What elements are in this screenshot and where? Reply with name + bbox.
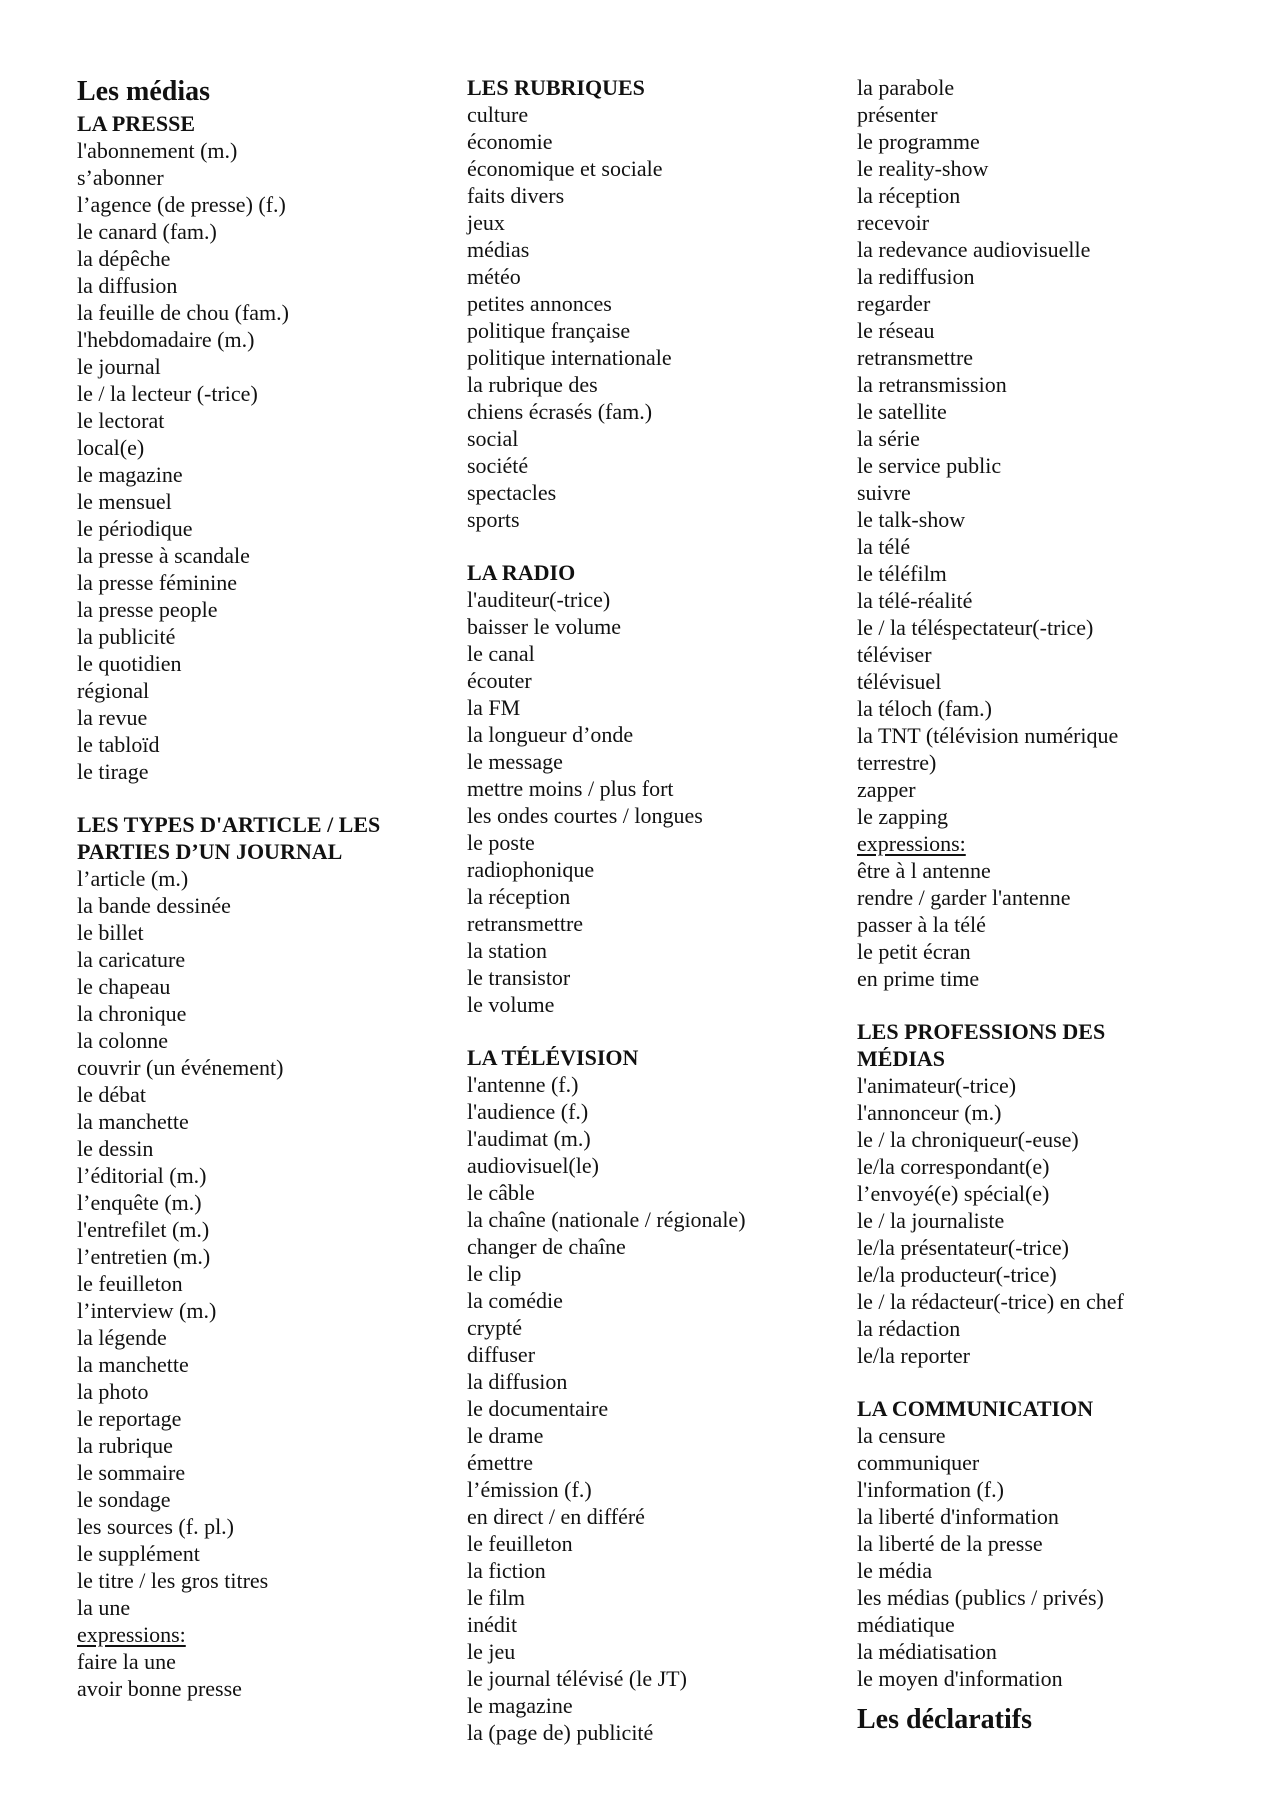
vocab-item: la bande dessinée: [77, 893, 231, 918]
vocab-item: la série: [857, 426, 920, 451]
vocab-item: le câble: [467, 1180, 535, 1205]
vocab-item: jeux: [467, 210, 505, 235]
vocab-item: le / la rédacteur(-trice) en chef: [857, 1289, 1124, 1314]
vocab-item: le moyen d'information: [857, 1666, 1063, 1691]
vocab-item: le clip: [467, 1261, 522, 1286]
vocab-item: le magazine: [77, 462, 183, 487]
section-heading: LES RUBRIQUES: [467, 75, 645, 100]
vocab-item: le magazine: [467, 1693, 573, 1718]
vocab-item: le tabloïd: [77, 732, 160, 757]
vocab-item: l'audience (f.): [467, 1099, 589, 1124]
vocab-item: la réception: [467, 884, 571, 909]
vocab-item: en prime time: [857, 966, 980, 991]
vocab-item: audiovisuel(le): [467, 1153, 599, 1178]
vocab-item: le journal télévisé (le JT): [467, 1666, 687, 1691]
vocab-item: le tirage: [77, 759, 149, 784]
vocab-item: la manchette: [77, 1109, 189, 1134]
vocab-item: le sommaire: [77, 1460, 186, 1485]
vocab-item: le film: [467, 1585, 526, 1610]
vocab-item: l'hebdomadaire (m.): [77, 327, 255, 352]
vocab-item: télévisuel: [857, 669, 942, 694]
vocab-item: la retransmission: [857, 372, 1007, 397]
vocab-item: être à l antenne: [857, 858, 991, 883]
vocab-item: regarder: [857, 291, 931, 316]
vocab-item: passer à la télé: [857, 912, 986, 937]
word-list: [857, 1072, 1237, 1369]
vocab-item: l’émission (f.): [467, 1477, 592, 1502]
vocab-item: rendre / garder l'antenne: [857, 885, 1071, 910]
vocab-item: le / la téléspectateur(-trice): [857, 615, 1094, 640]
vocab-item: l’entretien (m.): [77, 1244, 211, 1269]
column-3: [857, 74, 1237, 1738]
vocab-item: la fiction: [467, 1558, 546, 1583]
expressions-label: expressions:: [857, 831, 966, 856]
vocab-item: avoir bonne presse: [77, 1676, 242, 1701]
vocab-item: en direct / en différé: [467, 1504, 645, 1529]
vocab-item: le dessin: [77, 1136, 154, 1161]
vocab-item: s’abonner: [77, 165, 164, 190]
vocab-item: faire la une: [77, 1649, 176, 1674]
vocab-item: la rubrique: [77, 1433, 173, 1458]
vocab-item: écouter: [467, 668, 532, 693]
vocab-item: la redevance audiovisuelle: [857, 237, 1091, 262]
vocab-item: la rediffusion: [857, 264, 975, 289]
vocab-item: le lectorat: [77, 408, 165, 433]
section-heading: LA COMMUNICATION: [857, 1396, 1094, 1421]
column-2: [467, 74, 837, 1772]
word-list: [857, 1422, 1237, 1692]
section-types-article: [77, 811, 447, 1702]
vocab-item: médiatique: [857, 1612, 955, 1637]
vocab-item: l'information (f.): [857, 1477, 1004, 1502]
vocab-item: la liberté d'information: [857, 1504, 1059, 1529]
vocab-item: la feuille de chou (fam.): [77, 300, 289, 325]
vocab-item: le supplément: [77, 1541, 200, 1566]
vocab-item: le feuilleton: [467, 1531, 573, 1556]
vocab-item: terrestre): [857, 750, 937, 775]
vocab-item: le/la correspondant(e): [857, 1154, 1050, 1179]
vocab-item: l'animateur(-trice): [857, 1073, 1017, 1098]
vocab-item: la liberté de la presse: [857, 1531, 1043, 1556]
vocab-item: météo: [467, 264, 521, 289]
vocab-item: mettre moins / plus fort: [467, 776, 674, 801]
vocab-item: communiquer: [857, 1450, 980, 1475]
vocab-item: le drame: [467, 1423, 544, 1448]
section-heading: LES TYPES D'ARTICLE / LES: [77, 812, 381, 837]
vocab-item: le petit écran: [857, 939, 971, 964]
vocab-item: la une: [77, 1595, 131, 1620]
vocab-item: le feuilleton: [77, 1271, 183, 1296]
section-professions: [857, 1018, 1237, 1369]
vocab-item: la longueur d’onde: [467, 722, 634, 747]
page-title: Les médias: [77, 76, 210, 107]
vocab-item: le titre / les gros titres: [77, 1568, 269, 1593]
vocab-item: le réseau: [857, 318, 935, 343]
vocab-item: diffuser: [467, 1342, 536, 1367]
vocab-item: la caricature: [77, 947, 186, 972]
vocab-item: le talk-show: [857, 507, 966, 532]
vocab-item: le documentaire: [467, 1396, 609, 1421]
vocab-item: l’article (m.): [77, 866, 189, 891]
section-communication: [857, 1395, 1237, 1692]
vocab-item: l’envoyé(e) spécial(e): [857, 1181, 1050, 1206]
vocab-item: la presse à scandale: [77, 543, 250, 568]
section-television-continued: [857, 74, 1237, 992]
vocab-item: le média: [857, 1558, 933, 1583]
vocab-item: la diffusion: [77, 273, 178, 298]
vocab-item: le/la reporter: [857, 1343, 970, 1368]
vocab-item: la (page de) publicité: [467, 1720, 654, 1745]
expressions-list: [77, 1648, 447, 1702]
vocab-item: retransmettre: [857, 345, 974, 370]
vocab-item: présenter: [857, 102, 938, 127]
vocab-item: économique et sociale: [467, 156, 663, 181]
vocab-item: sports: [467, 507, 520, 532]
vocab-item: la médiatisation: [857, 1639, 997, 1664]
vocab-item: petites annonces: [467, 291, 612, 316]
vocab-item: l'antenne (f.): [467, 1072, 579, 1097]
vocab-item: la chaîne (nationale / régionale): [467, 1207, 746, 1232]
section-heading-continued: MÉDIAS: [857, 1046, 946, 1071]
section-heading: LA TÉLÉVISION: [467, 1045, 639, 1070]
vocab-item: la légende: [77, 1325, 167, 1350]
word-list: [77, 865, 447, 1621]
vocab-item: la diffusion: [467, 1369, 568, 1394]
vocab-item: la presse féminine: [77, 570, 238, 595]
vocab-item: le service public: [857, 453, 1002, 478]
vocab-item: social: [467, 426, 519, 451]
vocab-item: le / la journaliste: [857, 1208, 1005, 1233]
vocab-item: le débat: [77, 1082, 147, 1107]
vocab-item: la chronique: [77, 1001, 187, 1026]
section-heading: LA RADIO: [467, 560, 576, 585]
vocab-item: téléviser: [857, 642, 932, 667]
vocab-item: le / la lecteur (-trice): [77, 381, 258, 406]
vocab-item: l’interview (m.): [77, 1298, 217, 1323]
vocab-item: spectacles: [467, 480, 557, 505]
vocab-item: la parabole: [857, 75, 955, 100]
vocab-item: la télé: [857, 534, 911, 559]
vocab-item: le volume: [467, 992, 555, 1017]
vocab-item: médias: [467, 237, 530, 262]
vocab-item: le/la producteur(-trice): [857, 1262, 1057, 1287]
vocab-item: la rédaction: [857, 1316, 961, 1341]
word-list: [77, 137, 447, 785]
vocab-item: les médias (publics / privés): [857, 1585, 1104, 1610]
vocab-item: la publicité: [77, 624, 176, 649]
vocab-item: le zapping: [857, 804, 949, 829]
vocab-item: le programme: [857, 129, 980, 154]
vocab-item: régional: [77, 678, 150, 703]
word-list: [467, 101, 837, 533]
vocab-item: l'abonnement (m.): [77, 138, 238, 163]
vocab-item: l'audimat (m.): [467, 1126, 591, 1151]
vocab-item: couvrir (un événement): [77, 1055, 284, 1080]
section-presse: [77, 110, 447, 785]
vocab-item: faits divers: [467, 183, 565, 208]
vocab-item: la comédie: [467, 1288, 563, 1313]
vocab-item: l'annonceur (m.): [857, 1100, 1002, 1125]
vocab-item: culture: [467, 102, 529, 127]
vocab-item: le transistor: [467, 965, 571, 990]
vocab-item: le téléfilm: [857, 561, 947, 586]
vocab-item: le canard (fam.): [77, 219, 217, 244]
section-heading-continued: PARTIES D’UN JOURNAL: [77, 839, 343, 864]
vocab-item: le message: [467, 749, 563, 774]
vocab-item: la station: [467, 938, 548, 963]
vocab-item: retransmettre: [467, 911, 584, 936]
vocab-item: la censure: [857, 1423, 946, 1448]
vocab-item: la revue: [77, 705, 148, 730]
vocab-item: politique française: [467, 318, 631, 343]
section-radio: [467, 559, 837, 1018]
vocab-item: le billet: [77, 920, 144, 945]
vocab-item: le quotidien: [77, 651, 182, 676]
vocab-item: la photo: [77, 1379, 149, 1404]
vocab-item: l’agence (de presse) (f.): [77, 192, 286, 217]
vocab-item: société: [467, 453, 529, 478]
vocab-item: le reality-show: [857, 156, 989, 181]
vocab-item: zapper: [857, 777, 916, 802]
vocab-item: le sondage: [77, 1487, 171, 1512]
section-rubriques: [467, 74, 837, 533]
vocab-item: radiophonique: [467, 857, 595, 882]
vocab-item: les ondes courtes / longues: [467, 803, 703, 828]
vocab-item: recevoir: [857, 210, 930, 235]
vocab-item: changer de chaîne: [467, 1234, 626, 1259]
vocab-item: la télé-réalité: [857, 588, 973, 613]
word-list: [467, 586, 837, 1018]
vocab-item: l’enquête (m.): [77, 1190, 202, 1215]
vocab-item: la manchette: [77, 1352, 189, 1377]
expressions-label: expressions:: [77, 1622, 186, 1647]
vocab-item: le/la présentateur(-trice): [857, 1235, 1069, 1260]
vocab-item: le journal: [77, 354, 161, 379]
vocab-item: le périodique: [77, 516, 193, 541]
vocab-item: la téloch (fam.): [857, 696, 992, 721]
vocab-item: inédit: [467, 1612, 518, 1637]
section-heading: LA PRESSE: [77, 111, 195, 136]
vocab-item: la dépêche: [77, 246, 171, 271]
vocab-item: suivre: [857, 480, 911, 505]
vocab-item: le canal: [467, 641, 535, 666]
vocab-item: la réception: [857, 183, 961, 208]
vocab-item: les sources (f. pl.): [77, 1514, 235, 1539]
vocab-item: la colonne: [77, 1028, 169, 1053]
section-heading: LES PROFESSIONS DES: [857, 1019, 1106, 1044]
section-television: [467, 1044, 837, 1746]
expressions-list: [857, 857, 1237, 992]
column-1: [77, 74, 447, 1728]
vocab-item: la TNT (télévision numérique: [857, 723, 1119, 748]
vocab-item: émettre: [467, 1450, 533, 1475]
vocab-item: la FM: [467, 695, 521, 720]
vocab-item: local(e): [77, 435, 145, 460]
vocab-item: le poste: [467, 830, 535, 855]
vocab-item: le jeu: [467, 1639, 516, 1664]
vocab-item: le satellite: [857, 399, 947, 424]
vocab-item: politique internationale: [467, 345, 672, 370]
vocab-item: la presse people: [77, 597, 218, 622]
vocab-item: l’éditorial (m.): [77, 1163, 207, 1188]
vocab-item: baisser le volume: [467, 614, 621, 639]
vocab-item: crypté: [467, 1315, 522, 1340]
word-list: [467, 1071, 837, 1746]
vocab-item: la rubrique des: [467, 372, 598, 397]
footer-title: Les déclaratifs: [857, 1704, 1032, 1735]
vocab-item: le mensuel: [77, 489, 172, 514]
vocab-item: chiens écrasés (fam.): [467, 399, 653, 424]
vocab-item: le reportage: [77, 1406, 182, 1431]
vocab-item: l'entrefilet (m.): [77, 1217, 210, 1242]
vocab-item: le chapeau: [77, 974, 171, 999]
vocab-item: économie: [467, 129, 553, 154]
word-list: [857, 74, 1237, 830]
vocab-item: le / la chroniqueur(-euse): [857, 1127, 1079, 1152]
vocab-item: l'auditeur(-trice): [467, 587, 611, 612]
